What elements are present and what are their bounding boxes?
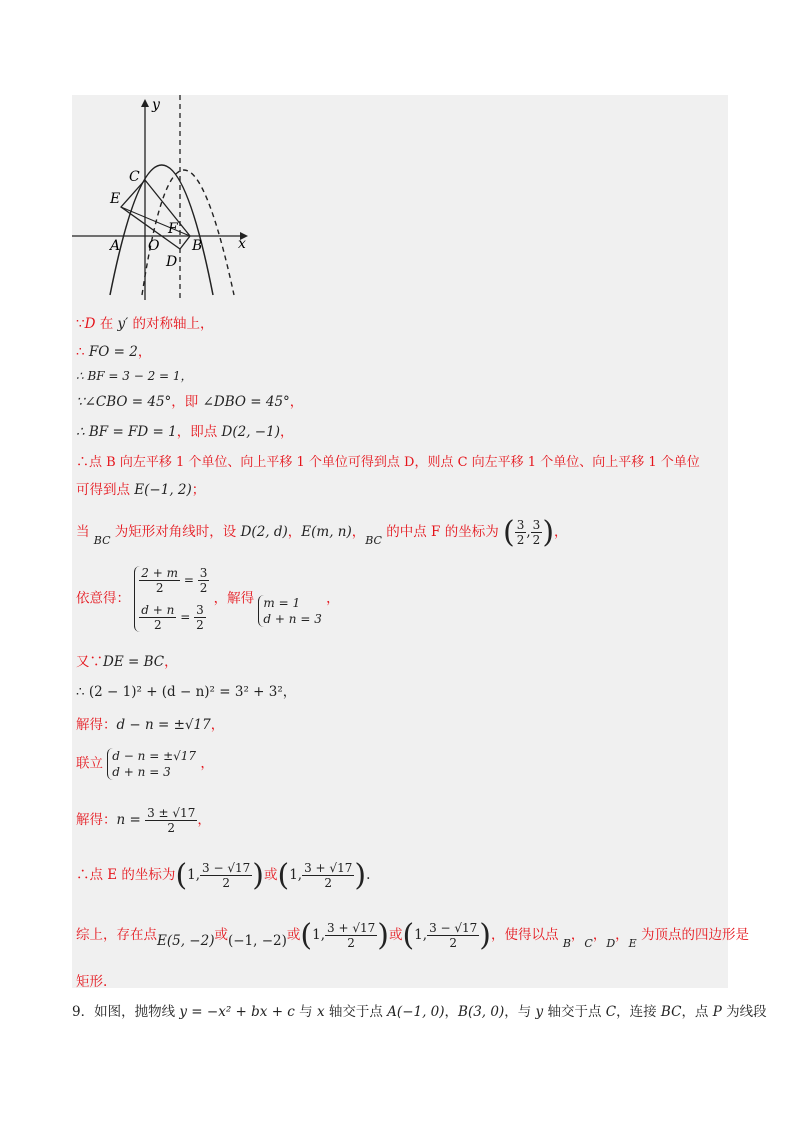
line-8: 当 $_{BC}$ 为矩形对角线时，设 D(2, d)，E(m, n)，$_{BC}$ 的中点 F 的坐标为 ( $\frac{3}{2}$ , $\frac{3}{2}$ )， xyxy=(76,515,568,550)
question-9-text: 9．如图，抛物线 y = −x² + bx + c 与 x 轴交于点 A(−1, 0)，B(3, 0)，与 y 轴交于点 C，连接 BC，点 P 为线段 xyxy=(72,1004,767,1020)
line-5: ∴ BF = FD = 1，即点 D(2, −1)， xyxy=(76,424,294,440)
line-9: 依意得： $\frac{2 + m}{2}$ = $\frac{3}{2}$ $\frac{d + n}{2}$ = $\frac{3}{2}$ ，解得 m = 1 d + n = 3 ， xyxy=(76,566,340,632)
point-a-label: A xyxy=(110,238,121,254)
point-d-label: D xyxy=(166,254,178,270)
line-13: 联立 d − n = ±√17 d + n = 3 ， xyxy=(76,749,214,779)
line-4: ∵∠CBO = 45°，即 ∠DBO = 45°， xyxy=(76,394,304,410)
point-b-label: B xyxy=(192,238,203,254)
line-12: 解得：d − n = ±√17， xyxy=(76,717,225,733)
line-2: ∴ FO = 2， xyxy=(76,344,152,360)
point-c-label: C xyxy=(129,169,140,185)
origin-label: O xyxy=(148,238,160,254)
line-1: ∵D 在 y′ 的对称轴上， xyxy=(76,316,214,332)
line-3: ∴ BF = 3 − 2 = 1， xyxy=(76,369,193,383)
line-16: 综上，存在点E(5, −2)或(−1, −2)或(1, $\frac{3 + √17}{2}$ )或(1, $\frac{3 - √17}{2}$ )，使得以点 $_B$，$_C$，$_D$，$_E$ 为顶点的四边形是 xyxy=(76,918,749,953)
x-axis-label: x xyxy=(238,236,246,252)
parabola-figure xyxy=(72,95,262,300)
line-6: ∴点 B 向左平移 1 个单位、向上平移 1 个单位可得到点 D，则点 C 向左平移 1 个单位、向上平移 1 个单位 xyxy=(76,455,700,470)
line-17: 矩形. xyxy=(76,974,108,990)
line-15: ∴点 E 的坐标为(1, $\frac{3 - √17}{2}$ )或(1, $\frac{3 + √17}{2}$ ). xyxy=(76,858,371,893)
line-7: 可得到点 E(−1, 2)； xyxy=(76,482,206,498)
line-14: 解得：n = $\frac{3 \pm √17}{2}$ ， xyxy=(76,806,211,835)
y-axis-label: y xyxy=(152,97,160,113)
point-e-label: E xyxy=(110,191,121,207)
point-f-label: F xyxy=(168,221,178,237)
line-10: 又∵DE = BC， xyxy=(76,654,178,670)
line-11: ∴ (2 − 1)² + (d − n)² = 3² + 3²， xyxy=(76,684,297,700)
